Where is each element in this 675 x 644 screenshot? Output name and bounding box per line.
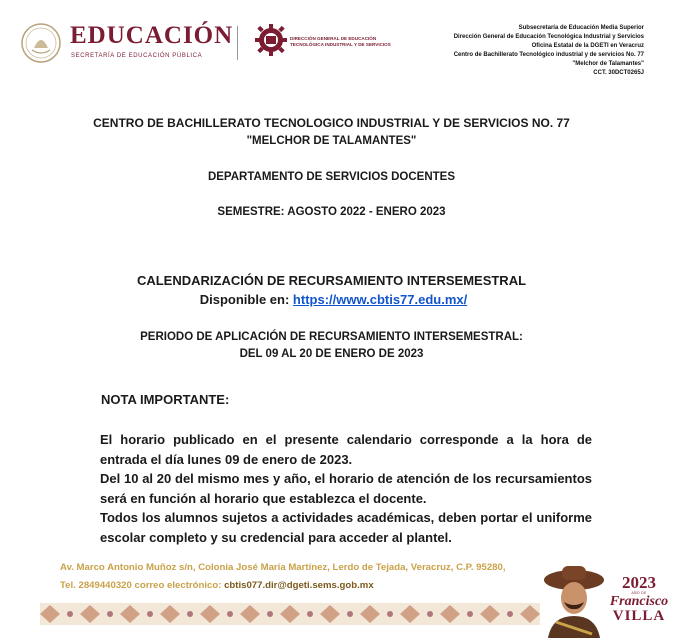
note-paragraph: Todos los alumnos sujetos a actividades académicas, deben portar el uniforme escolar completo y su credencial para acceder al plantel. (100, 510, 592, 545)
year: 2023 (622, 573, 656, 592)
decorative-border-band (40, 603, 540, 625)
commemoration-first-name: Francisco (609, 594, 669, 609)
institution-header (454, 24, 644, 79)
commemoration-last-name: VILLA (612, 608, 666, 624)
header-line: Centro de Bachillerato Tecnológico industrial y de servicios No. 77 (453, 52, 644, 59)
availability-label: Disponible en: (199, 292, 290, 307)
brand-subtitle: SECRETARÍA DE EDUCACIÓN PÚBLICA (71, 53, 203, 59)
dgeti-text (290, 36, 391, 47)
website-link[interactable]: https://www.cbtis77.edu.mx/ (292, 292, 468, 307)
note-paragraph: El horario publicado en el presente calendario corresponde a la hora de entrada el día lunes 09 de enero de 2023. (100, 432, 592, 467)
header-line: Oficina Estatal de la DGETI en Veracruz (531, 43, 644, 50)
dgeti-line-1: DIRECCIÓN GENERAL DE EDUCACIÓN (290, 36, 377, 41)
header-line: "Melchor de Talamantes" (572, 61, 644, 68)
header-line: Subsecretaría de Educación Media Superior (518, 25, 644, 31)
header-divider (237, 26, 238, 60)
francisco-villa-portrait-icon (540, 562, 608, 638)
footer-phone: Tel. 2849440320 correo electrónico: (60, 580, 222, 591)
dgeti-line-2: TECNOLÓGICA INDUSTRIAL Y DE SERVICIOS (290, 41, 391, 47)
mexico-seal-icon (20, 22, 62, 64)
semester-title: SEMESTRE: AGOSTO 2022 - ENERO 2023 (217, 206, 446, 218)
header-line: CCT. 30DCT0265J (593, 70, 644, 77)
dgeti-gear-logo-icon (255, 24, 287, 56)
year-subtitle: AÑO DE (631, 591, 647, 595)
school-name: "MELCHOR DE TALAMANTES" (246, 135, 417, 147)
note-paragraphs (100, 430, 592, 548)
calendar-title: CALENDARIZACIÓN DE RECURSAMIENTO INTERSEMESTRAL (136, 273, 527, 288)
footer-address: Av. Marco Antonio Muñoz s/n, Colonia José María Martínez, Lerdo de Tejada, Veracruz, C.P. 95280, (60, 562, 506, 573)
note-paragraph: Del 10 al 20 del mismo mes y año, el horario de atención de los recursamientos será en función al horario que establezca el docente. (100, 471, 592, 506)
school-title: CENTRO DE BACHILLERATO TECNOLOGICO INDUSTRIAL Y DE SERVICIOS NO. 77 (93, 116, 570, 130)
note-title: NOTA IMPORTANTE: (101, 392, 230, 407)
commemorative-year-logo (608, 574, 670, 624)
brand-title: EDUCACIÓN (70, 22, 234, 49)
period-dates: DEL 09 AL 20 DE ENERO DE 2023 (239, 348, 424, 360)
availability-line (0, 292, 671, 307)
department-title: DEPARTAMENTO DE SERVICIOS DOCENTES (207, 171, 456, 183)
header-line: Dirección General de Educación Tecnológica Industrial y Servicios (453, 34, 644, 41)
period-title: PERIODO DE APLICACIÓN DE RECURSAMIENTO INTERSEMESTRAL: (140, 331, 523, 343)
footer-contact (60, 580, 374, 591)
footer-email[interactable]: cbtis077.dir@dgeti.sems.gob.mx (224, 580, 374, 591)
